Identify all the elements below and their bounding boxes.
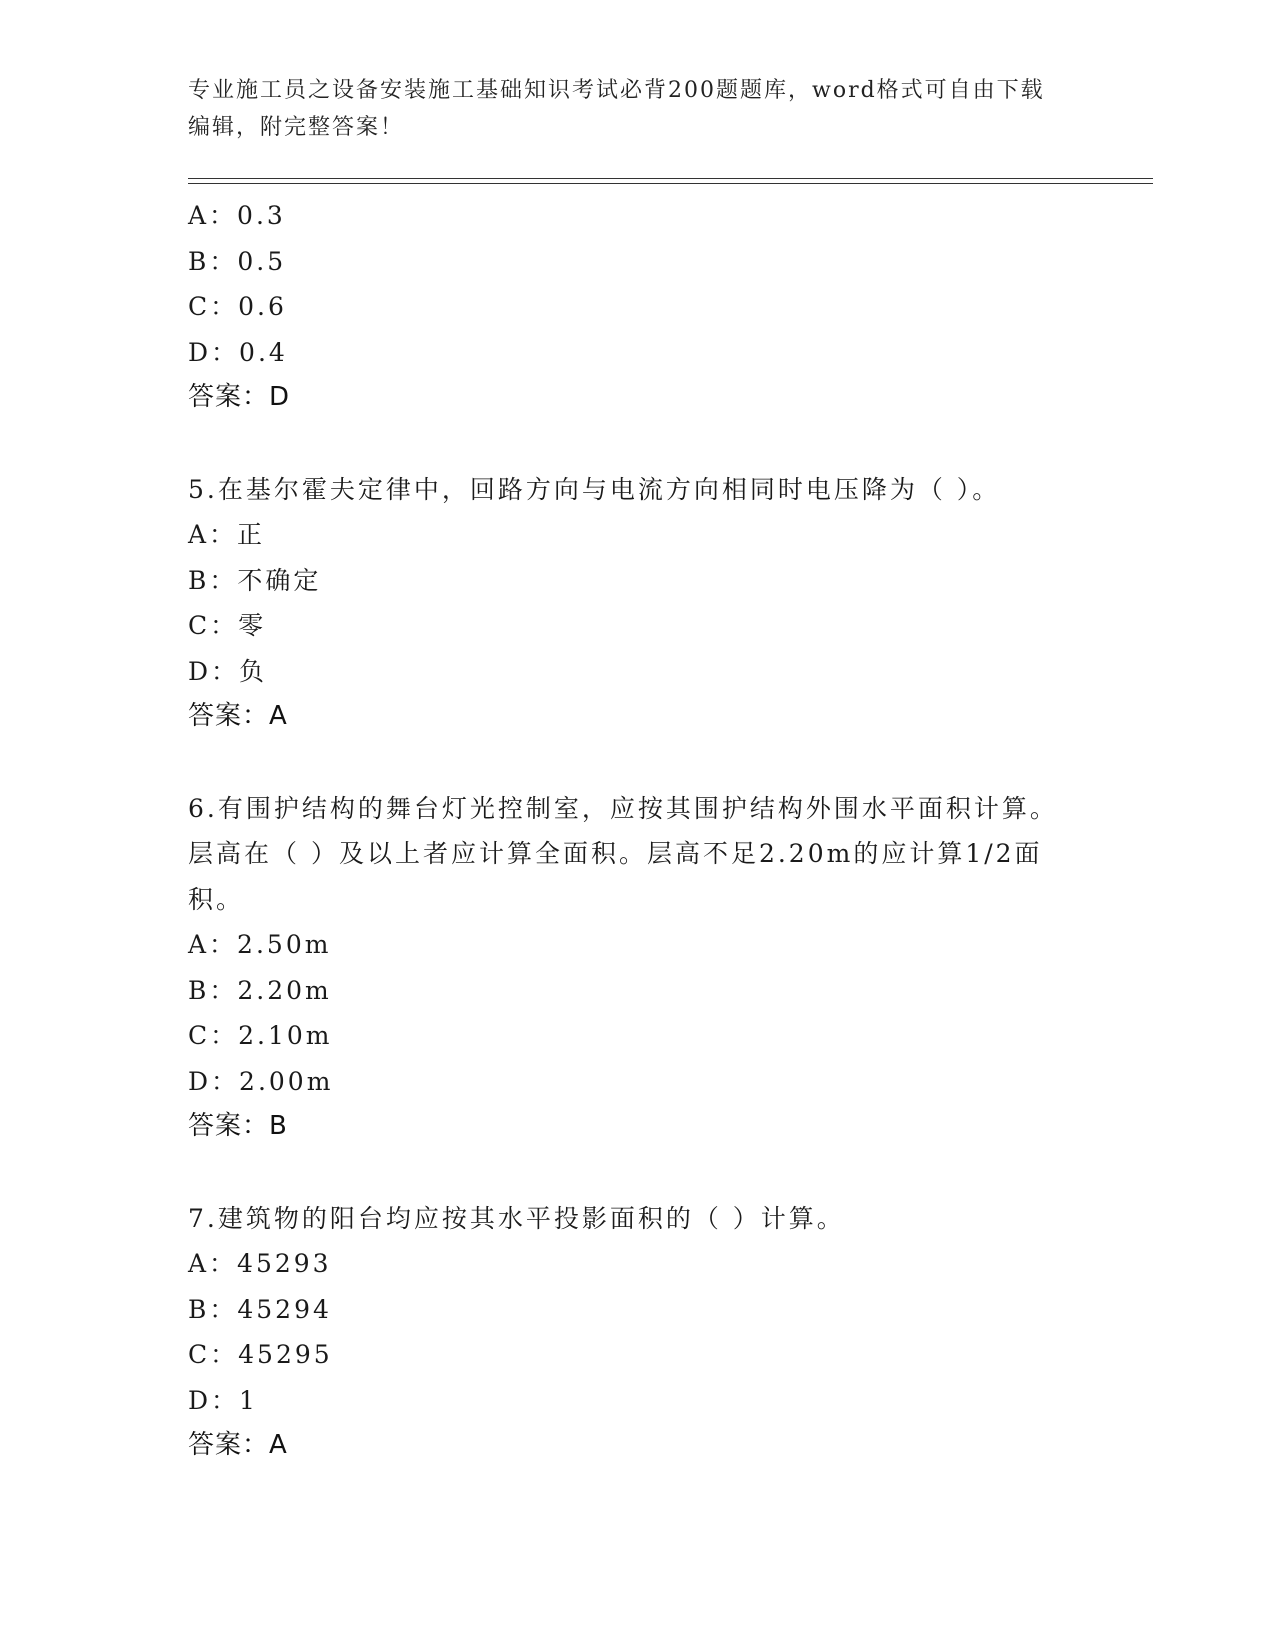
question-text: 7.建筑物的阳台均应按其水平投影面积的（ ）计算。: [188, 1203, 845, 1233]
question-list: [188, 193, 1068, 1469]
question-block-6: [188, 786, 1068, 1150]
option-d: D：2.00m: [188, 1066, 334, 1096]
answer-line: 答案：A: [188, 1430, 288, 1460]
question-text: 6.有围护结构的舞台灯光控制室，应按其围护结构外围水平面积计算。层高在（ ）及以上者应计算全面积。层高不足2.20m的应计算1/2面积。: [188, 793, 1058, 914]
question-block-4: [188, 193, 1068, 421]
header-divider-secondary: [188, 183, 1153, 184]
option-b: B：2.20m: [188, 975, 332, 1005]
option-c: C：0.6: [188, 292, 287, 321]
option-c: C：零: [188, 611, 267, 640]
answer-line: 答案：B: [188, 1111, 288, 1141]
option-a: A：0.3: [188, 201, 286, 230]
option-d: D：1: [188, 1385, 258, 1415]
option-a: A：2.50m: [188, 930, 332, 959]
option-c: C：45295: [188, 1340, 333, 1369]
option-b: B：45294: [188, 1294, 332, 1324]
option-c: C：2.10m: [188, 1021, 333, 1050]
option-d: D：负: [188, 656, 268, 686]
option-b: B：不确定: [188, 565, 322, 595]
document-header: 专业施工员之设备安装施工基础知识考试必背200题题库，word格式可自由下载编辑，附完整答案！: [188, 78, 1045, 140]
answer-line: 答案：D: [188, 382, 291, 412]
header-divider: [188, 178, 1153, 179]
question-block-7: [188, 1196, 1068, 1469]
option-d: D：0.4: [188, 337, 288, 367]
question-block-5: [188, 467, 1068, 740]
option-a: A：正: [188, 520, 266, 549]
question-text: 5.在基尔霍夫定律中，回路方向与电流方向相同时电压降为（ ）。: [188, 474, 1001, 504]
answer-line: 答案：A: [188, 701, 288, 731]
option-a: A：45293: [188, 1249, 332, 1278]
option-b: B：0.5: [188, 246, 287, 276]
